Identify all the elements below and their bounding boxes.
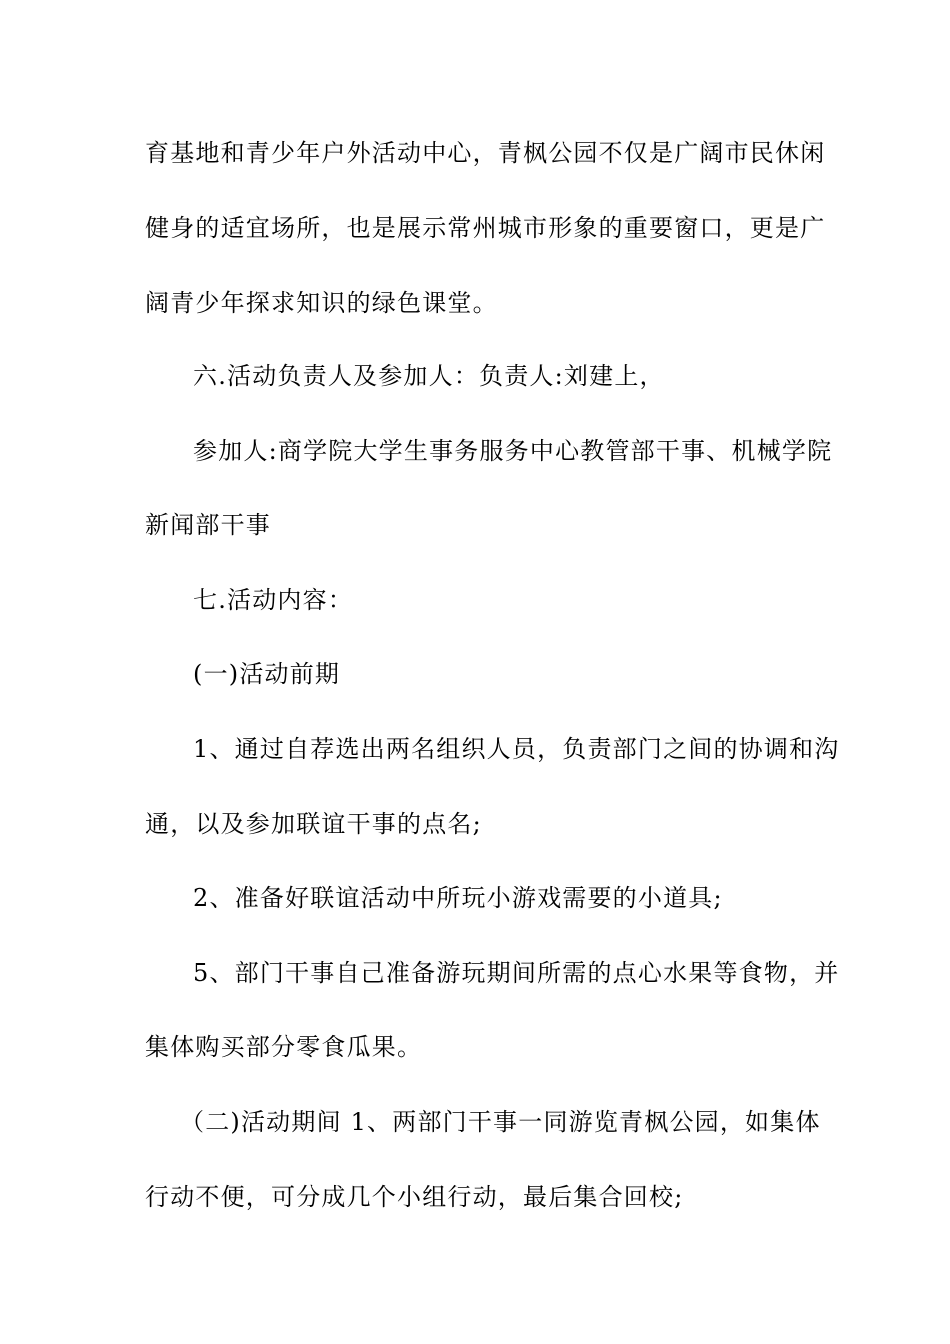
text-line: 通，以及参加联谊干事的点名; [145, 810, 482, 838]
list-item: 5、部门干事自己准备游玩期间所需的点心水果等食物，并 [193, 959, 840, 987]
text-line: 育基地和青少年户外活动中心，青枫公园不仅是广阔市民休闲 [145, 139, 826, 167]
text-line: 行动不便，可分成几个小组行动，最后集合回校; [145, 1183, 684, 1211]
subsection-heading: （二)活动期间 1、两部门干事一同游览青枫公园，如集体 [180, 1108, 821, 1136]
section-heading: 六.活动负责人及参加人：负责人:刘建上， [193, 362, 665, 390]
list-item: 2、准备好联谊活动中所玩小游戏需要的小道具; [193, 884, 723, 912]
text-line: 集体购买部分零食瓜果。 [145, 1033, 423, 1061]
text-line: 新闻部干事 [145, 511, 271, 539]
subsection-heading: (一)活动前期 [193, 660, 341, 688]
section-heading: 七.活动内容： [193, 586, 354, 614]
list-item: 1、通过自荐选出两名组织人员，负责部门之间的协调和沟 [193, 735, 840, 763]
text-line: 参加人:商学院大学生事务服务中心教管部干事、机械学院 [193, 437, 833, 465]
text-line: 健身的适宜场所，也是展示常州城市形象的重要窗口，更是广 [145, 214, 826, 242]
text-line: 阔青少年探求知识的绿色课堂。 [145, 289, 498, 317]
